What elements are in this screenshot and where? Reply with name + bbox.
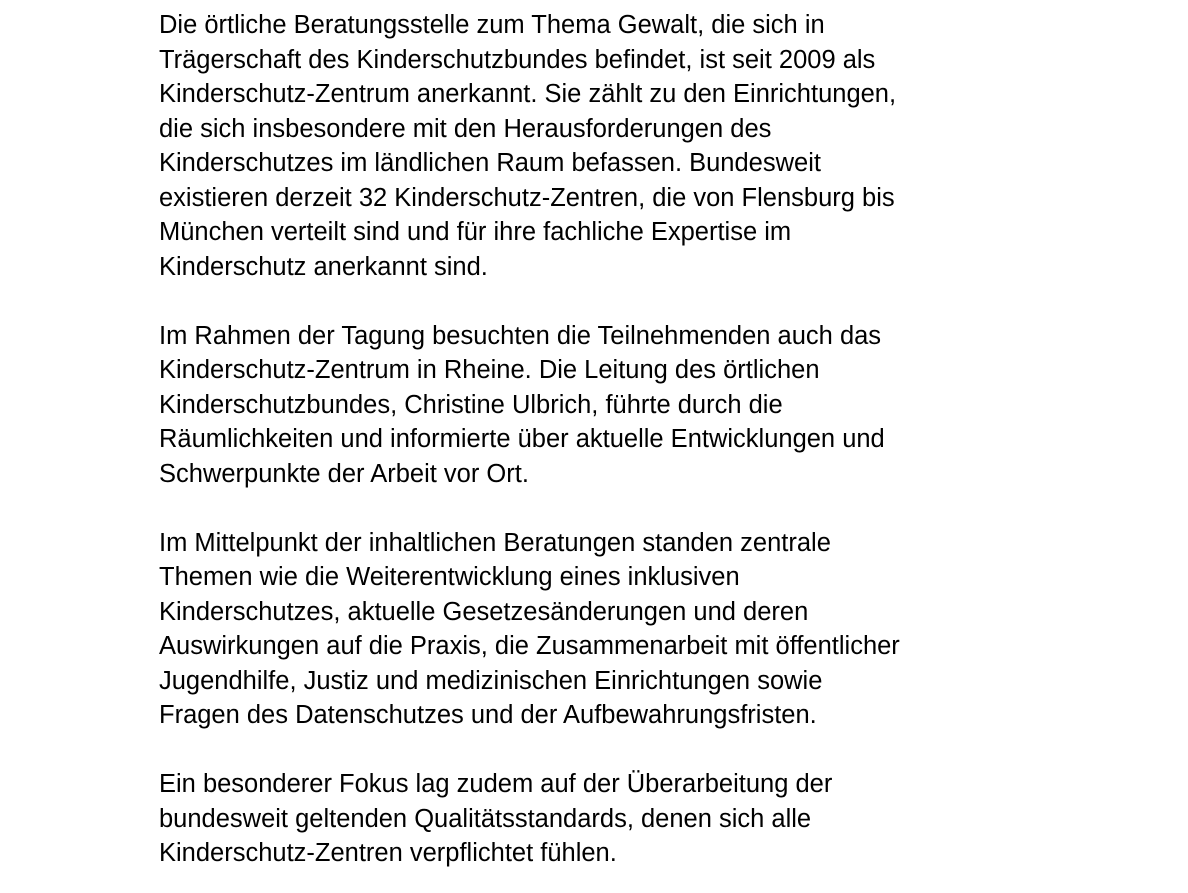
- paragraph-4: [159, 767, 1039, 871]
- paragraph-line: München verteilt sind und für ihre fachliche Expertise im: [159, 218, 792, 246]
- paragraph-line: Kinderschutzes im ländlichen Raum befassen. Bundesweit: [159, 149, 821, 177]
- paragraph-line: Kinderschutzbundes, Christine Ulbrich, führte durch die: [159, 390, 783, 419]
- paragraph-line: Kinderschutz-Zentrum in Rheine. Die Leitung des örtlichen: [159, 356, 820, 384]
- paragraph-line: Im Mittelpunkt der inhaltlichen Beratungen standen zentrale: [159, 528, 831, 557]
- paragraph-line: die sich insbesondere mit den Herausforderungen des: [159, 114, 772, 143]
- paragraph-line: Kinderschutz anerkannt sind.: [159, 252, 488, 281]
- paragraph-2: [159, 319, 1039, 492]
- paragraph-line: existieren derzeit 32 Kinderschutz-Zentren, die von Flensburg bis: [159, 183, 895, 212]
- paragraph-1: [159, 8, 1039, 284]
- paragraph-line: Auswirkungen auf die Praxis, die Zusammenarbeit mit öffentlicher: [159, 632, 900, 660]
- paragraph-line: Schwerpunkte der Arbeit vor Ort.: [159, 459, 529, 488]
- paragraph-line: Kinderschutz-Zentren verpflichtet fühlen.: [159, 839, 617, 867]
- paragraph-line: Kinderschutzes, aktuelle Gesetzesänderungen und deren: [159, 597, 809, 626]
- paragraph-line: bundesweit geltenden Qualitätsstandards, denen sich alle: [159, 804, 812, 833]
- paragraph-line: Trägerschaft des Kinderschutzbundes befindet, ist seit 2009 als: [159, 45, 876, 74]
- paragraph-line: Themen wie die Weiterentwicklung eines inklusiven: [159, 563, 740, 591]
- paragraph-line: Die örtliche Beratungsstelle zum Thema Gewalt, die sich in: [159, 11, 825, 39]
- paragraph-line: Ein besonderer Fokus lag zudem auf der Überarbeitung der: [159, 770, 833, 798]
- paragraph-line: Räumlichkeiten und informierte über aktuelle Entwicklungen und: [159, 425, 885, 453]
- paragraph-3: [159, 526, 1039, 733]
- paragraph-line: Jugendhilfe, Justiz und medizinischen Einrichtungen sowie: [159, 666, 823, 695]
- paragraph-line: Kinderschutz-Zentrum anerkannt. Sie zählt zu den Einrichtungen,: [159, 80, 897, 108]
- article-body: [159, 8, 1039, 871]
- paragraph-line: Fragen des Datenschutzes und der Aufbewahrungsfristen.: [159, 701, 817, 729]
- paragraph-line: Im Rahmen der Tagung besuchten die Teilnehmenden auch das: [159, 321, 882, 350]
